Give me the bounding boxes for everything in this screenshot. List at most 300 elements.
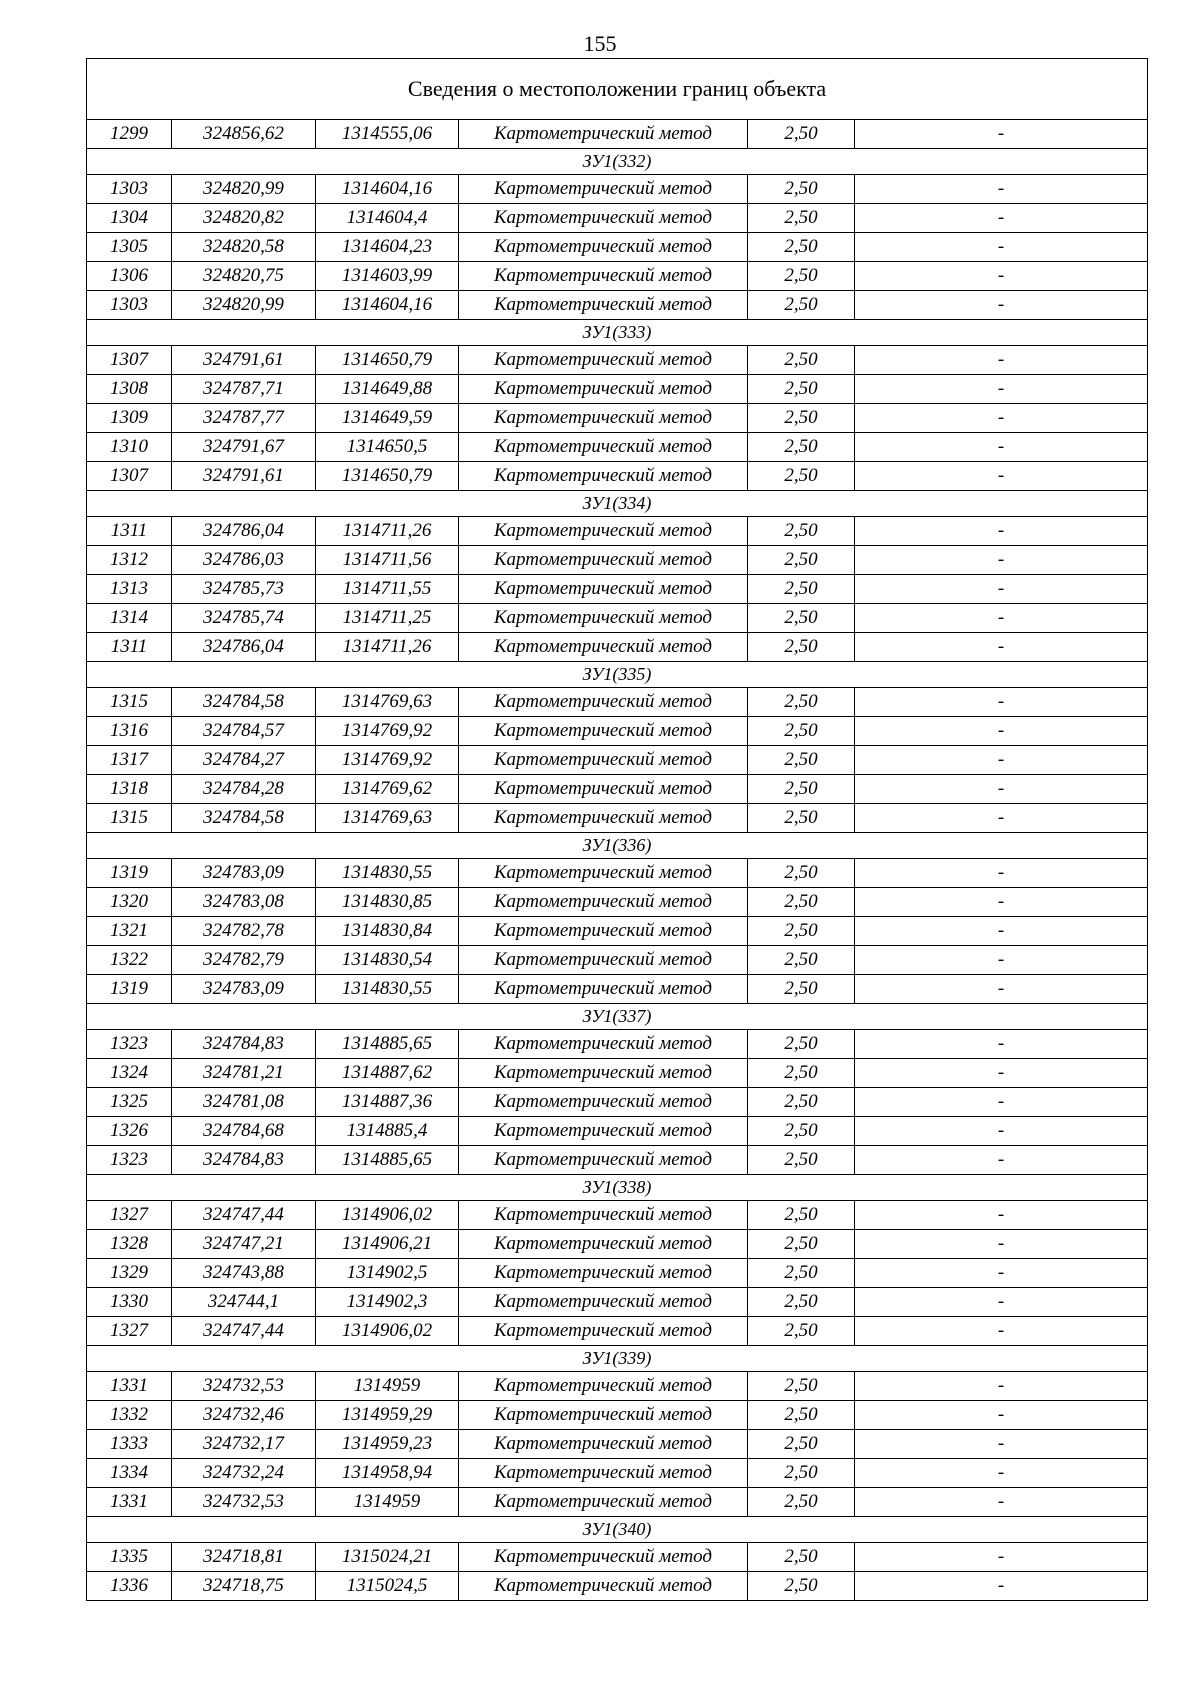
y-coordinate-cell: 1314885,65 (316, 1030, 459, 1059)
y-coordinate-cell: 1314887,36 (316, 1088, 459, 1117)
y-coordinate-cell: 1314906,02 (316, 1201, 459, 1230)
accuracy-cell: 2,50 (748, 346, 855, 375)
x-coordinate-cell: 324783,09 (172, 859, 316, 888)
accuracy-cell: 2,50 (748, 546, 855, 575)
method-cell: Картометрический метод (459, 1259, 748, 1288)
method-cell: Картометрический метод (459, 717, 748, 746)
table-row (87, 346, 1148, 375)
table-row (87, 975, 1148, 1004)
parcel-group-row (87, 662, 1148, 688)
method-cell: Картометрический метод (459, 433, 748, 462)
description-cell: - (855, 1230, 1148, 1259)
description-cell: - (855, 1459, 1148, 1488)
description-cell: - (855, 1572, 1148, 1601)
point-number-cell: 1331 (87, 1488, 172, 1517)
method-cell: Картометрический метод (459, 804, 748, 833)
table-row (87, 859, 1148, 888)
y-coordinate-cell: 1315024,21 (316, 1543, 459, 1572)
description-cell: - (855, 775, 1148, 804)
x-coordinate-cell: 324747,44 (172, 1317, 316, 1346)
description-cell: - (855, 1317, 1148, 1346)
x-coordinate-cell: 324786,04 (172, 517, 316, 546)
description-cell: - (855, 120, 1148, 149)
accuracy-cell: 2,50 (748, 433, 855, 462)
y-coordinate-cell: 1314959,23 (316, 1430, 459, 1459)
description-cell: - (855, 604, 1148, 633)
parcel-group-row (87, 1175, 1148, 1201)
point-number-cell: 1334 (87, 1459, 172, 1488)
table-row (87, 688, 1148, 717)
description-cell: - (855, 1488, 1148, 1517)
y-coordinate-cell: 1314769,63 (316, 804, 459, 833)
point-number-cell: 1330 (87, 1288, 172, 1317)
parcel-label: ЗУ1(339) (87, 1346, 1148, 1372)
table-row (87, 1488, 1148, 1517)
point-number-cell: 1331 (87, 1372, 172, 1401)
accuracy-cell: 2,50 (748, 1117, 855, 1146)
x-coordinate-cell: 324784,27 (172, 746, 316, 775)
description-cell: - (855, 975, 1148, 1004)
x-coordinate-cell: 324856,62 (172, 120, 316, 149)
y-coordinate-cell: 1314906,02 (316, 1317, 459, 1346)
y-coordinate-cell: 1314604,4 (316, 204, 459, 233)
y-coordinate-cell: 1314649,88 (316, 375, 459, 404)
description-cell: - (855, 1430, 1148, 1459)
y-coordinate-cell: 1314902,5 (316, 1259, 459, 1288)
table-row (87, 1572, 1148, 1601)
x-coordinate-cell: 324784,83 (172, 1030, 316, 1059)
method-cell: Картометрический метод (459, 462, 748, 491)
accuracy-cell: 2,50 (748, 804, 855, 833)
point-number-cell: 1317 (87, 746, 172, 775)
parcel-group-row (87, 320, 1148, 346)
y-coordinate-cell: 1314604,16 (316, 291, 459, 320)
x-coordinate-cell: 324784,28 (172, 775, 316, 804)
description-cell: - (855, 517, 1148, 546)
description-cell: - (855, 1030, 1148, 1059)
table-row (87, 917, 1148, 946)
table-row (87, 1543, 1148, 1572)
x-coordinate-cell: 324781,08 (172, 1088, 316, 1117)
table-row (87, 462, 1148, 491)
point-number-cell: 1313 (87, 575, 172, 604)
point-number-cell: 1323 (87, 1030, 172, 1059)
method-cell: Картометрический метод (459, 746, 748, 775)
parcel-group-row (87, 149, 1148, 175)
description-cell: - (855, 633, 1148, 662)
table-row (87, 375, 1148, 404)
accuracy-cell: 2,50 (748, 975, 855, 1004)
method-cell: Картометрический метод (459, 517, 748, 546)
y-coordinate-cell: 1314906,21 (316, 1230, 459, 1259)
point-number-cell: 1308 (87, 375, 172, 404)
method-cell: Картометрический метод (459, 1372, 748, 1401)
method-cell: Картометрический метод (459, 120, 748, 149)
description-cell: - (855, 175, 1148, 204)
table-row (87, 433, 1148, 462)
description-cell: - (855, 462, 1148, 491)
point-number-cell: 1322 (87, 946, 172, 975)
accuracy-cell: 2,50 (748, 120, 855, 149)
accuracy-cell: 2,50 (748, 575, 855, 604)
description-cell: - (855, 204, 1148, 233)
accuracy-cell: 2,50 (748, 717, 855, 746)
accuracy-cell: 2,50 (748, 1488, 855, 1517)
point-number-cell: 1307 (87, 462, 172, 491)
description-cell: - (855, 917, 1148, 946)
accuracy-cell: 2,50 (748, 1201, 855, 1230)
x-coordinate-cell: 324781,21 (172, 1059, 316, 1088)
accuracy-cell: 2,50 (748, 775, 855, 804)
page-number: 155 (583, 31, 617, 56)
x-coordinate-cell: 324785,73 (172, 575, 316, 604)
table-row (87, 120, 1148, 149)
parcel-label: ЗУ1(334) (87, 491, 1148, 517)
x-coordinate-cell: 324820,99 (172, 175, 316, 204)
description-cell: - (855, 1117, 1148, 1146)
x-coordinate-cell: 324820,75 (172, 262, 316, 291)
method-cell: Картометрический метод (459, 546, 748, 575)
accuracy-cell: 2,50 (748, 1401, 855, 1430)
y-coordinate-cell: 1314885,65 (316, 1146, 459, 1175)
point-number-cell: 1311 (87, 517, 172, 546)
table-row (87, 775, 1148, 804)
y-coordinate-cell: 1314830,85 (316, 888, 459, 917)
table-row (87, 1146, 1148, 1175)
x-coordinate-cell: 324782,78 (172, 917, 316, 946)
table-row (87, 888, 1148, 917)
x-coordinate-cell: 324732,53 (172, 1372, 316, 1401)
table-row (87, 604, 1148, 633)
method-cell: Картометрический метод (459, 1088, 748, 1117)
x-coordinate-cell: 324747,44 (172, 1201, 316, 1230)
y-coordinate-cell: 1314830,54 (316, 946, 459, 975)
method-cell: Картометрический метод (459, 1230, 748, 1259)
point-number-cell: 1303 (87, 175, 172, 204)
x-coordinate-cell: 324820,58 (172, 233, 316, 262)
accuracy-cell: 2,50 (748, 604, 855, 633)
accuracy-cell: 2,50 (748, 1459, 855, 1488)
point-number-cell: 1327 (87, 1201, 172, 1230)
table-row (87, 1288, 1148, 1317)
point-number-cell: 1321 (87, 917, 172, 946)
x-coordinate-cell: 324744,1 (172, 1288, 316, 1317)
y-coordinate-cell: 1314830,84 (316, 917, 459, 946)
accuracy-cell: 2,50 (748, 462, 855, 491)
accuracy-cell: 2,50 (748, 746, 855, 775)
description-cell: - (855, 946, 1148, 975)
method-cell: Картометрический метод (459, 1488, 748, 1517)
method-cell: Картометрический метод (459, 1430, 748, 1459)
accuracy-cell: 2,50 (748, 1030, 855, 1059)
point-number-cell: 1315 (87, 688, 172, 717)
y-coordinate-cell: 1314959 (316, 1488, 459, 1517)
table-row (87, 1059, 1148, 1088)
table-row (87, 1459, 1148, 1488)
description-cell: - (855, 1372, 1148, 1401)
point-number-cell: 1304 (87, 204, 172, 233)
x-coordinate-cell: 324784,57 (172, 717, 316, 746)
accuracy-cell: 2,50 (748, 291, 855, 320)
table-title-row (87, 59, 1148, 120)
method-cell: Картометрический метод (459, 1288, 748, 1317)
point-number-cell: 1332 (87, 1401, 172, 1430)
method-cell: Картометрический метод (459, 1117, 748, 1146)
method-cell: Картометрический метод (459, 917, 748, 946)
x-coordinate-cell: 324791,61 (172, 346, 316, 375)
y-coordinate-cell: 1315024,5 (316, 1572, 459, 1601)
x-coordinate-cell: 324820,82 (172, 204, 316, 233)
description-cell: - (855, 233, 1148, 262)
parcel-label: ЗУ1(337) (87, 1004, 1148, 1030)
description-cell: - (855, 291, 1148, 320)
accuracy-cell: 2,50 (748, 1288, 855, 1317)
y-coordinate-cell: 1314649,59 (316, 404, 459, 433)
table-row (87, 1317, 1148, 1346)
y-coordinate-cell: 1314958,94 (316, 1459, 459, 1488)
point-number-cell: 1335 (87, 1543, 172, 1572)
accuracy-cell: 2,50 (748, 233, 855, 262)
method-cell: Картометрический метод (459, 262, 748, 291)
point-number-cell: 1323 (87, 1146, 172, 1175)
method-cell: Картометрический метод (459, 1401, 748, 1430)
method-cell: Картометрический метод (459, 291, 748, 320)
x-coordinate-cell: 324787,71 (172, 375, 316, 404)
y-coordinate-cell: 1314711,26 (316, 517, 459, 546)
x-coordinate-cell: 324784,83 (172, 1146, 316, 1175)
method-cell: Картометрический метод (459, 1030, 748, 1059)
description-cell: - (855, 1088, 1148, 1117)
table-row (87, 804, 1148, 833)
y-coordinate-cell: 1314887,62 (316, 1059, 459, 1088)
point-number-cell: 1303 (87, 291, 172, 320)
point-number-cell: 1309 (87, 404, 172, 433)
accuracy-cell: 2,50 (748, 262, 855, 291)
table-body (87, 59, 1148, 1601)
y-coordinate-cell: 1314711,25 (316, 604, 459, 633)
y-coordinate-cell: 1314711,56 (316, 546, 459, 575)
accuracy-cell: 2,50 (748, 859, 855, 888)
x-coordinate-cell: 324732,53 (172, 1488, 316, 1517)
point-number-cell: 1319 (87, 859, 172, 888)
y-coordinate-cell: 1314555,06 (316, 120, 459, 149)
x-coordinate-cell: 324820,99 (172, 291, 316, 320)
accuracy-cell: 2,50 (748, 375, 855, 404)
table-row (87, 233, 1148, 262)
y-coordinate-cell: 1314604,16 (316, 175, 459, 204)
parcel-label: ЗУ1(333) (87, 320, 1148, 346)
parcel-label: ЗУ1(338) (87, 1175, 1148, 1201)
x-coordinate-cell: 324784,58 (172, 688, 316, 717)
point-number-cell: 1312 (87, 546, 172, 575)
y-coordinate-cell: 1314830,55 (316, 975, 459, 1004)
accuracy-cell: 2,50 (748, 888, 855, 917)
table-row (87, 1230, 1148, 1259)
accuracy-cell: 2,50 (748, 175, 855, 204)
accuracy-cell: 2,50 (748, 1230, 855, 1259)
table-row (87, 204, 1148, 233)
method-cell: Картометрический метод (459, 204, 748, 233)
x-coordinate-cell: 324784,68 (172, 1117, 316, 1146)
x-coordinate-cell: 324732,24 (172, 1459, 316, 1488)
accuracy-cell: 2,50 (748, 404, 855, 433)
table-row (87, 575, 1148, 604)
y-coordinate-cell: 1314650,79 (316, 462, 459, 491)
y-coordinate-cell: 1314830,55 (316, 859, 459, 888)
description-cell: - (855, 1259, 1148, 1288)
method-cell: Картометрический метод (459, 975, 748, 1004)
method-cell: Картометрический метод (459, 375, 748, 404)
x-coordinate-cell: 324787,77 (172, 404, 316, 433)
table-row (87, 633, 1148, 662)
y-coordinate-cell: 1314604,23 (316, 233, 459, 262)
description-cell: - (855, 433, 1148, 462)
x-coordinate-cell: 324785,74 (172, 604, 316, 633)
point-number-cell: 1306 (87, 262, 172, 291)
point-number-cell: 1324 (87, 1059, 172, 1088)
description-cell: - (855, 1543, 1148, 1572)
method-cell: Картометрический метод (459, 175, 748, 204)
point-number-cell: 1327 (87, 1317, 172, 1346)
table-row (87, 404, 1148, 433)
parcel-label: ЗУ1(340) (87, 1517, 1148, 1543)
x-coordinate-cell: 324718,75 (172, 1572, 316, 1601)
point-number-cell: 1315 (87, 804, 172, 833)
y-coordinate-cell: 1314711,26 (316, 633, 459, 662)
description-cell: - (855, 859, 1148, 888)
table-row (87, 1372, 1148, 1401)
table-title: Сведения о местоположении границ объекта (87, 59, 1148, 120)
table-row (87, 175, 1148, 204)
y-coordinate-cell: 1314603,99 (316, 262, 459, 291)
method-cell: Картометрический метод (459, 946, 748, 975)
table-row (87, 1430, 1148, 1459)
description-cell: - (855, 575, 1148, 604)
method-cell: Картометрический метод (459, 404, 748, 433)
table-row (87, 1030, 1148, 1059)
method-cell: Картометрический метод (459, 1146, 748, 1175)
method-cell: Картометрический метод (459, 859, 748, 888)
table-row (87, 1117, 1148, 1146)
description-cell: - (855, 1288, 1148, 1317)
x-coordinate-cell: 324782,79 (172, 946, 316, 975)
accuracy-cell: 2,50 (748, 1430, 855, 1459)
point-number-cell: 1325 (87, 1088, 172, 1117)
point-number-cell: 1318 (87, 775, 172, 804)
point-number-cell: 1307 (87, 346, 172, 375)
description-cell: - (855, 346, 1148, 375)
description-cell: - (855, 375, 1148, 404)
method-cell: Картометрический метод (459, 604, 748, 633)
y-coordinate-cell: 1314650,79 (316, 346, 459, 375)
x-coordinate-cell: 324791,61 (172, 462, 316, 491)
y-coordinate-cell: 1314711,55 (316, 575, 459, 604)
description-cell: - (855, 688, 1148, 717)
method-cell: Картометрический метод (459, 1059, 748, 1088)
y-coordinate-cell: 1314885,4 (316, 1117, 459, 1146)
parcel-label: ЗУ1(336) (87, 833, 1148, 859)
accuracy-cell: 2,50 (748, 1059, 855, 1088)
accuracy-cell: 2,50 (748, 633, 855, 662)
table-row (87, 546, 1148, 575)
x-coordinate-cell: 324732,46 (172, 1401, 316, 1430)
description-cell: - (855, 1401, 1148, 1430)
point-number-cell: 1319 (87, 975, 172, 1004)
x-coordinate-cell: 324784,58 (172, 804, 316, 833)
parcel-group-row (87, 1517, 1148, 1543)
method-cell: Картометрический метод (459, 1572, 748, 1601)
table-row (87, 291, 1148, 320)
y-coordinate-cell: 1314769,62 (316, 775, 459, 804)
accuracy-cell: 2,50 (748, 1317, 855, 1346)
x-coordinate-cell: 324786,03 (172, 546, 316, 575)
point-number-cell: 1329 (87, 1259, 172, 1288)
table-row (87, 717, 1148, 746)
point-number-cell: 1333 (87, 1430, 172, 1459)
parcel-label: ЗУ1(335) (87, 662, 1148, 688)
method-cell: Картометрический метод (459, 1201, 748, 1230)
point-number-cell: 1316 (87, 717, 172, 746)
table-row (87, 1401, 1148, 1430)
table-row (87, 1201, 1148, 1230)
method-cell: Картометрический метод (459, 575, 748, 604)
parcel-group-row (87, 491, 1148, 517)
description-cell: - (855, 546, 1148, 575)
y-coordinate-cell: 1314769,92 (316, 717, 459, 746)
y-coordinate-cell: 1314650,5 (316, 433, 459, 462)
point-number-cell: 1305 (87, 233, 172, 262)
x-coordinate-cell: 324732,17 (172, 1430, 316, 1459)
point-number-cell: 1311 (87, 633, 172, 662)
point-number-cell: 1326 (87, 1117, 172, 1146)
description-cell: - (855, 404, 1148, 433)
point-number-cell: 1299 (87, 120, 172, 149)
description-cell: - (855, 804, 1148, 833)
point-number-cell: 1328 (87, 1230, 172, 1259)
x-coordinate-cell: 324783,09 (172, 975, 316, 1004)
x-coordinate-cell: 324783,08 (172, 888, 316, 917)
method-cell: Картометрический метод (459, 1543, 748, 1572)
y-coordinate-cell: 1314769,63 (316, 688, 459, 717)
table-row (87, 746, 1148, 775)
table-row (87, 262, 1148, 291)
x-coordinate-cell: 324747,21 (172, 1230, 316, 1259)
method-cell: Картометрический метод (459, 888, 748, 917)
accuracy-cell: 2,50 (748, 1146, 855, 1175)
point-number-cell: 1336 (87, 1572, 172, 1601)
accuracy-cell: 2,50 (748, 688, 855, 717)
description-cell: - (855, 717, 1148, 746)
accuracy-cell: 2,50 (748, 1543, 855, 1572)
point-number-cell: 1314 (87, 604, 172, 633)
description-cell: - (855, 746, 1148, 775)
x-coordinate-cell: 324718,81 (172, 1543, 316, 1572)
point-number-cell: 1310 (87, 433, 172, 462)
table-row (87, 1259, 1148, 1288)
table-row (87, 946, 1148, 975)
parcel-group-row (87, 833, 1148, 859)
method-cell: Картометрический метод (459, 346, 748, 375)
method-cell: Картометрический метод (459, 1459, 748, 1488)
y-coordinate-cell: 1314959 (316, 1372, 459, 1401)
method-cell: Картометрический метод (459, 233, 748, 262)
parcel-label: ЗУ1(332) (87, 149, 1148, 175)
point-number-cell: 1320 (87, 888, 172, 917)
y-coordinate-cell: 1314769,92 (316, 746, 459, 775)
accuracy-cell: 2,50 (748, 917, 855, 946)
method-cell: Картометрический метод (459, 1317, 748, 1346)
description-cell: - (855, 1201, 1148, 1230)
